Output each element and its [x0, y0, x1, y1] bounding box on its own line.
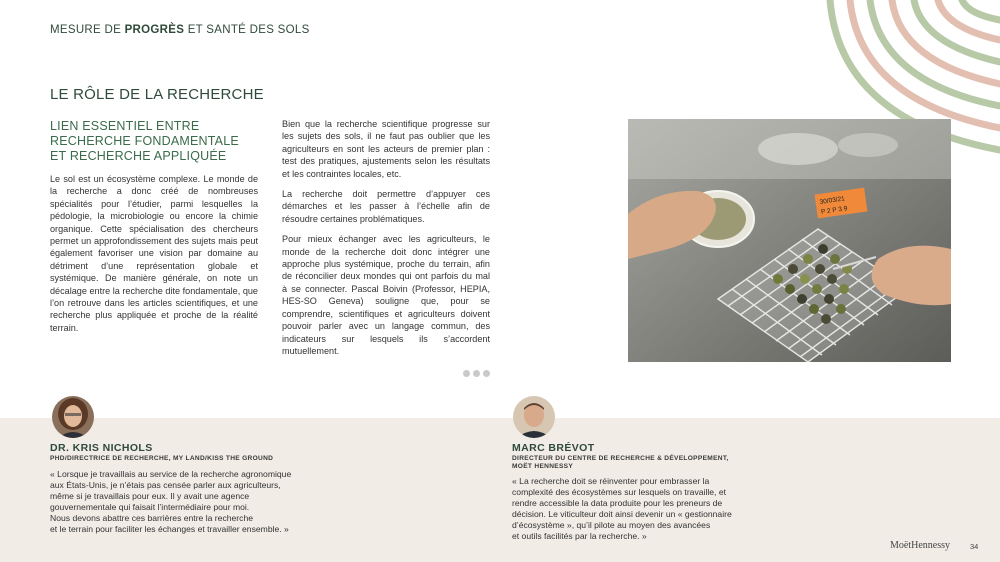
quote-line: même si je travaillais pour eux. Il y avait une agence: [50, 491, 250, 501]
quote-line: et le terrain pour faciliter les échanges et travailler ensemble. »: [50, 524, 289, 534]
person-name: DR. KRIS NICHOLS: [50, 442, 153, 454]
lab-photo-illustration: [628, 119, 951, 362]
header-prefix: MESURE DE: [50, 24, 125, 36]
testimonial-quote: [512, 476, 732, 542]
lab-photo: [628, 119, 951, 362]
testimonial-quote: [50, 469, 291, 535]
person-role: [50, 455, 273, 463]
page-number: 34: [970, 542, 979, 551]
pagination-dots: [463, 370, 490, 377]
header-bold: PROGRÈS: [124, 24, 185, 36]
middle-paragraph: Bien que la recherche scientifique progresse sur les sujets des sols, il ne faut pas oublier que les agriculteurs en sont les acteurs de premier plan : test des pratiques, ajustements selon les résultats et les contraintes locales, etc.: [282, 119, 490, 179]
avatar: [513, 396, 555, 438]
person-name: MARC BRÉVOT: [512, 442, 595, 454]
avatar: [52, 396, 94, 438]
subtitle-line: LIEN ESSENTIEL ENTRE: [50, 119, 200, 133]
quote-line: décision. Le viticulteur doit ainsi devenir un « gestionnaire: [512, 509, 732, 519]
middle-paragraph: Pour mieux échanger avec les agriculteurs, le monde de la recherche doit donc intégrer une approche plus systémique, proche du terrain, afin de réconcilier deux mondes qui ont parfois du mal à se connecter. Pascal Boivin (Professor, HEPIA, HES-SO Geneva) souligne que, pour se comprendre, scientifiques et agriculteurs doivent pouvoir parler avec un langage commun, des indicateurs sur lesquels ils s’accordent mutuellement.: [282, 234, 490, 356]
left-column: [50, 119, 258, 334]
section-title: LE RÔLE DE LA RECHERCHE: [50, 86, 264, 103]
quote-line: « La recherche doit se réinventer pour embrasser la: [512, 476, 710, 486]
left-body-text: Le sol est un écosystème complexe. Le monde de la recherche a donc créé de nombreuses spécialités pour l’étudier, parmi lesquelles la pédologie, la microbiologie ou encore la chimie organique. Cette spécialisation des chercheurs permet un approfondissement des sujets mais peut également favoriser une vision par domaine au détriment d’une représentation globale et systémique. De manière générale, on note un décalage entre la recherche dite fondamentale, que l’on retrouve dans les articles scientifiques, et une recherche plus appliquée et proche de la réalité terrain.: [50, 174, 258, 333]
quote-line: « Lorsque je travaillais au service de la recherche agronomique: [50, 469, 292, 479]
subtitle-line: RECHERCHE FONDAMENTALE: [50, 134, 239, 148]
person-role-line: DIRECTEUR DU CENTRE DE RECHERCHE & DÉVELOPPEMENT,: [512, 455, 729, 462]
dot: [473, 370, 480, 377]
quote-line: gouvernementale qui faisait l’intermédiaire pour moi.: [50, 502, 250, 512]
quote-line: Nous devons abattre ces barrières entre la recherche: [50, 513, 254, 523]
person-role: [512, 455, 729, 471]
middle-paragraph: La recherche doit permettre d’appuyer ces démarches et les passer à l’échelle afin de résoudre certaines problématiques.: [282, 189, 490, 224]
avatar-portrait: [52, 396, 94, 438]
dot: [463, 370, 470, 377]
brand-logo: MoëtHennessy: [890, 540, 950, 551]
sample-label-code: P 2 P 3 9: [820, 205, 848, 216]
avatar-portrait: [513, 396, 555, 438]
header-suffix: ET SANTÉ DES SOLS: [184, 24, 310, 36]
quote-line: d’écosystème », qu’il pilote au moyen des avancées: [512, 520, 711, 530]
page-header: [50, 24, 310, 36]
subtitle-line: ET RECHERCHE APPLIQUÉE: [50, 149, 227, 163]
middle-column: [282, 118, 490, 365]
quote-line: rendre accessible la data produite pour les preneurs de: [512, 498, 723, 508]
sample-label-date: 30/03/21: [819, 195, 846, 206]
quote-line: complexité des écosystèmes sur lesquels on travaille, et: [512, 487, 726, 497]
person-role-line: PHD/DIRECTRICE DE RECHERCHE, MY LAND/KISS THE GROUND: [50, 455, 274, 462]
person-role-line: MOËT HENNESSY: [512, 463, 574, 470]
quote-line: aux États-Unis, je n’étais pas censée parler aux agriculteurs,: [50, 480, 281, 490]
subtitle: [50, 119, 258, 164]
quote-line: et outils facilités par la recherche. »: [512, 531, 647, 541]
dot: [483, 370, 490, 377]
